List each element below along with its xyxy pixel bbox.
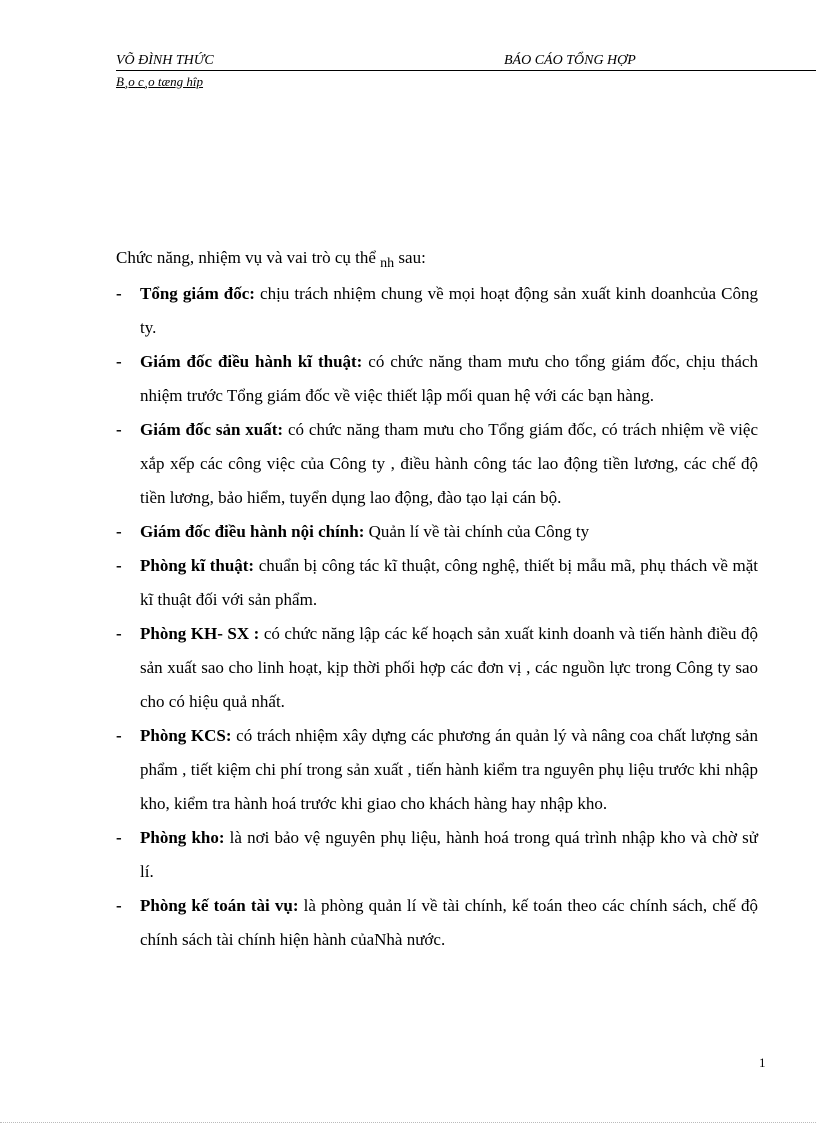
item-term: Giám đốc điều hành nội chính: — [140, 522, 365, 541]
intro-text: Chức năng, nhiệm vụ và vai trò cụ thể — [116, 248, 381, 267]
bullet-dash: - — [116, 352, 122, 371]
bullet-dash: - — [116, 828, 122, 847]
list-item — [116, 549, 758, 617]
list-item — [116, 277, 758, 345]
header-report-title: BÁO CÁO TỔNG HỢP — [504, 53, 636, 68]
bullet-dash: - — [116, 726, 122, 745]
item-term: Giám đốc điều hành kĩ thuật: — [140, 352, 363, 371]
list-item — [116, 413, 758, 515]
item-text: là phòng quản lí về tài chính, kế toán theo các chính sách, chế độ chính sách tài chính hiện hành củaNhà nước. — [140, 896, 758, 949]
list-item — [116, 719, 758, 821]
item-text: có chức năng tham mưu cho tổng giám đốc, chịu thách nhiệm trước Tổng giám đốc về việc thiết lập mối quan hệ với các bạn hàng. — [140, 352, 758, 405]
list-item — [116, 515, 758, 549]
intro-text-end: sau: — [394, 248, 426, 267]
header-subtitle: B¸o c¸o tæng hîp — [116, 74, 204, 89]
item-term: Phòng KH- SX : — [140, 624, 260, 643]
list-item — [116, 821, 758, 889]
item-term: Phòng KCS: — [140, 726, 232, 745]
item-term: Phòng kế toán tài vụ: — [140, 896, 299, 915]
bullet-dash: - — [116, 556, 122, 575]
intro-paragraph — [116, 241, 758, 277]
item-text: chuẩn bị công tác kĩ thuật, công nghệ, thiết bị mẫu mã, phụ thách về mặt kĩ thuật đối với sản phẩm. — [140, 556, 758, 609]
item-term: Phòng kĩ thuật: — [140, 556, 255, 575]
bullet-dash: - — [116, 896, 122, 915]
item-text: có trách nhiệm xây dựng các phương án quản lý và nâng coa chất lượng sản phẩm , tiết kiệm chi phí trong sản xuất , tiến hành kiểm tra nguyên phụ liệu trước khi nhập kho, kiểm tra hành hoá trước khi giao cho khách hàng hay nhập kho. — [140, 726, 758, 813]
list-item — [116, 345, 758, 413]
bullet-dash: - — [116, 420, 122, 439]
bullet-dash: - — [116, 522, 122, 541]
item-text: là nơi bảo vệ nguyên phụ liệu, hành hoá trong quá trình nhập kho và chờ sử lí. — [140, 828, 758, 881]
bullet-dash: - — [116, 284, 122, 303]
item-term: Phòng kho: — [140, 828, 225, 847]
responsibility-list — [116, 277, 758, 957]
item-text: Quản lí về tài chính của Công ty — [364, 522, 590, 541]
page-header — [116, 52, 816, 71]
document-body — [116, 241, 758, 957]
list-item — [116, 617, 758, 719]
header-author: VÕ ĐÌNH THỨC — [116, 53, 214, 68]
bullet-dash: - — [116, 624, 122, 643]
item-text: chịu trách nhiệm chung về mọi hoạt động sản xuất kinh doanhcủa Công ty. — [140, 284, 759, 337]
page-number: 1 — [759, 1055, 766, 1070]
item-term: Giám đốc sản xuất: — [140, 420, 284, 439]
item-text: có chức năng tham mưu cho Tổng giám đốc, có trách nhiệm về việc xắp xếp các công việc của Công ty , điều hành công tác lao động tiền lương, các chế độ tiền lương, bảo hiểm, tuyển dụng lao động, đào tạo lại cán bộ. — [140, 420, 758, 507]
item-text: có chức năng lập các kế hoạch sản xuất kinh doanh và tiến hành điều độ sản xuất sao cho linh hoạt, kịp thời phối hợp các đơn vị , các nguồn lực trong Công ty sao cho có hiệu quả nhất. — [140, 624, 758, 711]
list-item — [116, 889, 758, 957]
intro-small-text: nh — [380, 256, 395, 271]
item-term: Tổng giám đốc: — [140, 284, 255, 303]
